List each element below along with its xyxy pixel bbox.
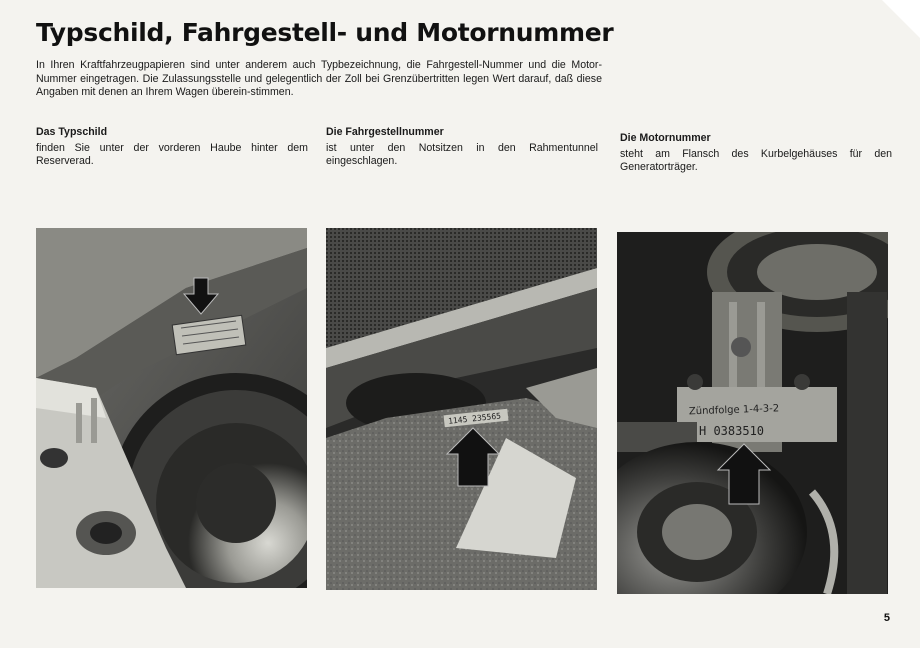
section-typschild: [36, 126, 308, 169]
page-corner: [882, 0, 920, 38]
section-fahrgestellnummer: [326, 126, 598, 169]
intro-paragraph: In Ihren Kraftfahrzeugpapieren sind unter anderem auch Typbezeichnung, die Fahrgestell-Nummer und die Motor-Nummer eingetragen. Die Zulassungsstelle und gelegentlich der Zoll bei Grenzübertritten legen Wert darauf, daß diese Angaben mit denen an Ihrem Wagen überein-stimmen.: [36, 59, 602, 99]
page-number: 5: [883, 612, 890, 624]
photo-typschild: [36, 228, 307, 588]
photo-motornummer: [617, 232, 888, 594]
section-heading: Das Typschild: [36, 126, 108, 138]
section-text: finden Sie unter der vorderen Haube hinter dem Reserverad.: [36, 141, 308, 168]
section-text: steht am Flansch des Kurbelgehäuses für den Generatorträger.: [620, 147, 892, 174]
page-title: Typschild, Fahrgestell- und Motornummer: [36, 18, 614, 47]
photo-fahrgestellnummer: [326, 228, 597, 590]
section-heading: Die Motornummer: [620, 132, 711, 144]
section-text: ist unter den Notsitzen in den Rahmentunnel eingeschlagen.: [326, 141, 598, 168]
engine-label: Zündfolge 1-4-3-2: [688, 403, 780, 418]
section-heading: Die Fahrgestellnummer: [326, 126, 444, 138]
section-motornummer: [620, 132, 892, 175]
engine-number: H 0383510: [699, 424, 765, 438]
chassis-stamp: 1145 235565: [447, 411, 502, 426]
